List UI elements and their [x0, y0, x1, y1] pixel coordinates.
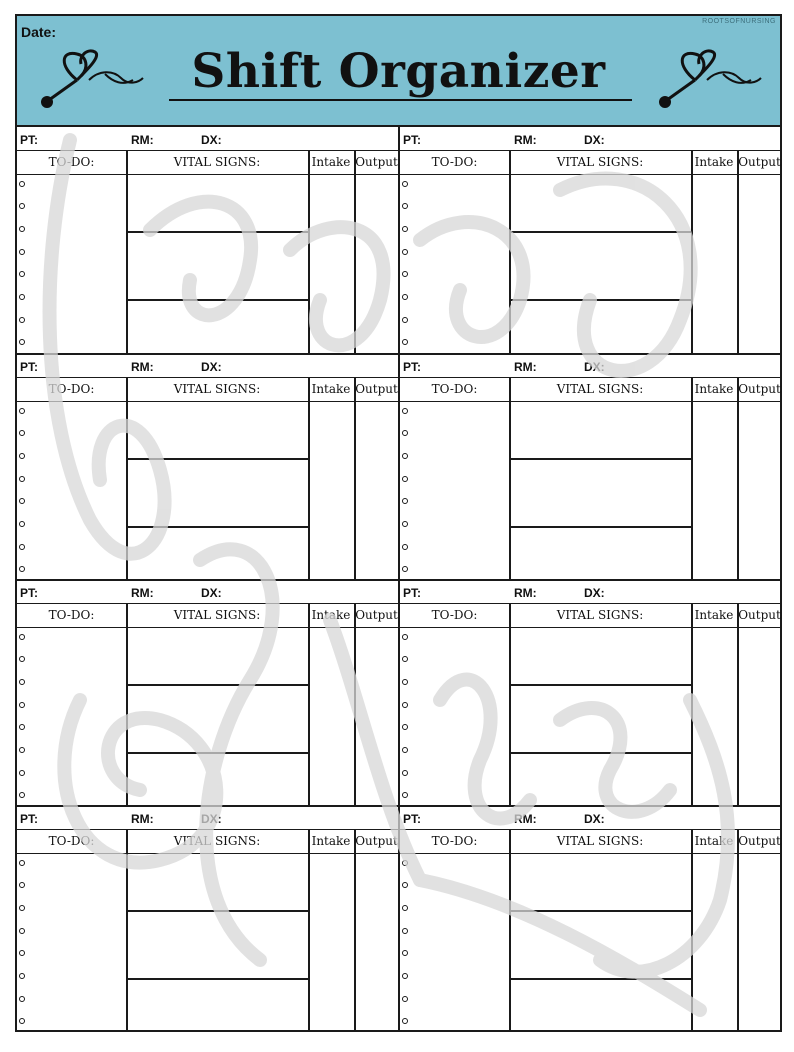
- todo-bullet-icon[interactable]: [19, 271, 25, 277]
- dx-label: DX:: [584, 586, 605, 600]
- todo-bullet-icon[interactable]: [19, 521, 25, 527]
- intake-header: Intake: [694, 382, 734, 396]
- date-label: Date:: [21, 24, 57, 40]
- column-header-row: [17, 830, 399, 854]
- output-header: Output: [738, 608, 781, 622]
- column-header-row: [17, 378, 399, 402]
- column-divider: [737, 604, 739, 806]
- vital-signs-divider: [509, 752, 691, 754]
- todo-bullet-icon[interactable]: [19, 928, 25, 934]
- rm-label: RM:: [131, 133, 154, 147]
- todo-bullet-icon[interactable]: [402, 770, 408, 776]
- pt-label: PT:: [20, 586, 38, 600]
- dx-label: DX:: [201, 133, 222, 147]
- todo-bullet-icon[interactable]: [402, 860, 408, 866]
- patient-block: [400, 354, 782, 580]
- intake-header: Intake: [694, 608, 734, 622]
- rm-label: RM:: [514, 586, 537, 600]
- output-header: Output: [738, 834, 781, 848]
- todo-bullet-icon[interactable]: [402, 566, 408, 572]
- todo-bullet-icon[interactable]: [402, 476, 408, 482]
- intake-header: Intake: [311, 382, 351, 396]
- todo-bullet-icon[interactable]: [402, 724, 408, 730]
- column-divider: [126, 604, 128, 806]
- todo-bullet-icon[interactable]: [402, 294, 408, 300]
- column-divider: [308, 604, 310, 806]
- output-header: Output: [738, 382, 781, 396]
- todo-bullet-icon[interactable]: [402, 453, 408, 459]
- todo-bullet-icon[interactable]: [19, 453, 25, 459]
- todo-bullet-icon[interactable]: [402, 339, 408, 345]
- vital-signs-header: VITAL SIGNS:: [173, 155, 261, 169]
- vital-signs-divider: [509, 231, 691, 233]
- todo-bullet-icon[interactable]: [19, 430, 25, 436]
- vital-signs-divider: [126, 526, 308, 528]
- todo-bullet-icon[interactable]: [19, 792, 25, 798]
- header-banner: [17, 16, 780, 127]
- column-divider: [691, 830, 693, 1032]
- page-title: Shift Organizer: [191, 44, 606, 99]
- todo-bullet-icon[interactable]: [19, 566, 25, 572]
- dx-label: DX:: [201, 812, 222, 826]
- vital-signs-divider: [509, 684, 691, 686]
- todo-bullet-icon[interactable]: [19, 770, 25, 776]
- intake-header: Intake: [311, 608, 351, 622]
- intake-header: Intake: [311, 834, 351, 848]
- todo-bullet-icon[interactable]: [402, 905, 408, 911]
- column-header-row: [400, 151, 782, 175]
- todo-bullet-icon[interactable]: [402, 1018, 408, 1024]
- vital-signs-divider: [509, 526, 691, 528]
- column-header-row: [400, 830, 782, 854]
- rm-label: RM:: [514, 360, 537, 374]
- todo-bullet-icon[interactable]: [19, 996, 25, 1002]
- todo-bullet-icon[interactable]: [19, 702, 25, 708]
- pt-label: PT:: [20, 360, 38, 374]
- column-divider: [308, 830, 310, 1032]
- todo-bullet-icon[interactable]: [19, 724, 25, 730]
- todo-bullet-icon[interactable]: [402, 996, 408, 1002]
- pt-label: PT:: [403, 360, 421, 374]
- vital-signs-header: VITAL SIGNS:: [173, 382, 261, 396]
- column-divider: [691, 151, 693, 354]
- todo-bullet-icon[interactable]: [402, 521, 408, 527]
- output-header: Output: [355, 382, 398, 396]
- output-header: Output: [355, 608, 398, 622]
- vital-signs-divider: [509, 910, 691, 912]
- column-divider: [737, 151, 739, 354]
- intake-header: Intake: [311, 155, 351, 169]
- todo-bullet-icon[interactable]: [19, 544, 25, 550]
- patient-info-row: [17, 806, 399, 830]
- vital-signs-divider: [126, 231, 308, 233]
- rm-label: RM:: [131, 586, 154, 600]
- column-divider: [126, 151, 128, 354]
- todo-bullet-icon[interactable]: [402, 928, 408, 934]
- todo-bullet-icon[interactable]: [19, 476, 25, 482]
- pt-label: PT:: [403, 586, 421, 600]
- column-divider: [509, 830, 511, 1032]
- todo-bullet-icon[interactable]: [402, 950, 408, 956]
- todo-bullet-icon[interactable]: [19, 860, 25, 866]
- todo-bullet-icon[interactable]: [402, 203, 408, 209]
- patient-info-row: [400, 127, 782, 151]
- todo-bullet-icon[interactable]: [19, 498, 25, 504]
- patient-info-row: [17, 354, 399, 378]
- todo-bullet-icon[interactable]: [19, 973, 25, 979]
- todo-bullet-icon[interactable]: [19, 249, 25, 255]
- vital-signs-divider: [126, 910, 308, 912]
- intake-header: Intake: [694, 155, 734, 169]
- column-divider: [354, 830, 356, 1032]
- rm-label: RM:: [131, 360, 154, 374]
- vital-signs-divider: [509, 299, 691, 301]
- todo-bullet-icon[interactable]: [402, 430, 408, 436]
- column-divider: [737, 830, 739, 1032]
- column-divider: [354, 151, 356, 354]
- output-header: Output: [738, 155, 781, 169]
- todo-bullet-icon[interactable]: [19, 181, 25, 187]
- column-header-row: [17, 604, 399, 628]
- todo-bullet-icon[interactable]: [19, 317, 25, 323]
- column-header-row: [17, 151, 399, 175]
- dx-label: DX:: [584, 812, 605, 826]
- patient-block: [400, 806, 782, 1032]
- vital-signs-header: VITAL SIGNS:: [173, 834, 261, 848]
- todo-bullet-icon[interactable]: [402, 973, 408, 979]
- column-header-row: [400, 604, 782, 628]
- vital-signs-header: VITAL SIGNS:: [173, 608, 261, 622]
- todo-bullet-icon[interactable]: [19, 950, 25, 956]
- patient-block: [17, 354, 399, 580]
- todo-bullet-icon[interactable]: [402, 271, 408, 277]
- todo-bullet-icon[interactable]: [19, 679, 25, 685]
- todo-header: TO-DO:: [431, 608, 478, 622]
- brand-label: ROOTSOFNURSING: [702, 18, 776, 25]
- column-divider: [308, 378, 310, 580]
- column-divider: [354, 604, 356, 806]
- patient-info-row: [17, 580, 399, 604]
- vital-signs-divider: [126, 752, 308, 754]
- todo-bullet-icon[interactable]: [19, 294, 25, 300]
- todo-bullet-icon[interactable]: [402, 498, 408, 504]
- column-divider: [737, 378, 739, 580]
- vital-signs-header: VITAL SIGNS:: [556, 608, 644, 622]
- todo-bullet-icon[interactable]: [402, 702, 408, 708]
- patient-block: [400, 580, 782, 806]
- vital-signs-divider: [509, 458, 691, 460]
- column-divider: [691, 604, 693, 806]
- todo-bullet-icon[interactable]: [402, 226, 408, 232]
- todo-bullet-icon[interactable]: [19, 634, 25, 640]
- vital-signs-divider: [126, 684, 308, 686]
- todo-header: TO-DO:: [431, 155, 478, 169]
- rm-label: RM:: [514, 133, 537, 147]
- output-header: Output: [355, 834, 398, 848]
- column-divider: [691, 378, 693, 580]
- vital-signs-divider: [126, 458, 308, 460]
- todo-bullet-icon[interactable]: [19, 882, 25, 888]
- patient-block: [17, 580, 399, 806]
- dx-label: DX:: [584, 133, 605, 147]
- stethoscope-heart-icon: [39, 46, 149, 116]
- vital-signs-header: VITAL SIGNS:: [556, 834, 644, 848]
- patient-block: [17, 806, 399, 1032]
- column-divider: [509, 604, 511, 806]
- column-divider: [126, 378, 128, 580]
- patient-info-row: [400, 580, 782, 604]
- todo-bullet-icon[interactable]: [19, 1018, 25, 1024]
- dx-label: DX:: [201, 586, 222, 600]
- todo-bullet-icon[interactable]: [402, 544, 408, 550]
- column-separator: [398, 127, 400, 1032]
- todo-bullet-icon[interactable]: [19, 339, 25, 345]
- patient-block: [17, 127, 399, 354]
- pt-label: PT:: [403, 812, 421, 826]
- todo-bullet-icon[interactable]: [402, 317, 408, 323]
- vital-signs-divider: [126, 978, 308, 980]
- todo-header: TO-DO:: [48, 608, 95, 622]
- todo-bullet-icon[interactable]: [402, 249, 408, 255]
- column-divider: [509, 378, 511, 580]
- todo-header: TO-DO:: [48, 834, 95, 848]
- todo-bullet-icon[interactable]: [19, 656, 25, 662]
- vital-signs-header: VITAL SIGNS:: [556, 382, 644, 396]
- todo-bullet-icon[interactable]: [402, 679, 408, 685]
- output-header: Output: [355, 155, 398, 169]
- todo-bullet-icon[interactable]: [19, 905, 25, 911]
- todo-header: TO-DO:: [48, 382, 95, 396]
- column-divider: [509, 151, 511, 354]
- shift-organizer-page: [15, 14, 782, 1032]
- todo-header: TO-DO:: [431, 382, 478, 396]
- patient-info-row: [400, 806, 782, 830]
- rm-label: RM:: [131, 812, 154, 826]
- patient-info-row: [400, 354, 782, 378]
- todo-bullet-icon[interactable]: [19, 408, 25, 414]
- pt-label: PT:: [20, 133, 38, 147]
- todo-bullet-icon[interactable]: [402, 656, 408, 662]
- vital-signs-divider: [509, 978, 691, 980]
- column-header-row: [400, 378, 782, 402]
- intake-header: Intake: [694, 834, 734, 848]
- todo-bullet-icon[interactable]: [402, 882, 408, 888]
- dx-label: DX:: [201, 360, 222, 374]
- pt-label: PT:: [403, 133, 421, 147]
- column-divider: [354, 378, 356, 580]
- title-underline: [169, 99, 632, 101]
- vital-signs-header: VITAL SIGNS:: [556, 155, 644, 169]
- todo-bullet-icon[interactable]: [19, 747, 25, 753]
- todo-bullet-icon[interactable]: [402, 634, 408, 640]
- todo-bullet-icon[interactable]: [19, 226, 25, 232]
- rm-label: RM:: [514, 812, 537, 826]
- stethoscope-heart-icon: [657, 46, 767, 116]
- pt-label: PT:: [20, 812, 38, 826]
- todo-bullet-icon[interactable]: [402, 408, 408, 414]
- patient-info-row: [17, 127, 399, 151]
- todo-bullet-icon[interactable]: [402, 792, 408, 798]
- patient-block: [400, 127, 782, 354]
- todo-bullet-icon[interactable]: [19, 203, 25, 209]
- todo-header: TO-DO:: [431, 834, 478, 848]
- vital-signs-divider: [126, 299, 308, 301]
- todo-header: TO-DO:: [48, 155, 95, 169]
- column-divider: [126, 830, 128, 1032]
- todo-bullet-icon[interactable]: [402, 747, 408, 753]
- dx-label: DX:: [584, 360, 605, 374]
- todo-bullet-icon[interactable]: [402, 181, 408, 187]
- column-divider: [308, 151, 310, 354]
